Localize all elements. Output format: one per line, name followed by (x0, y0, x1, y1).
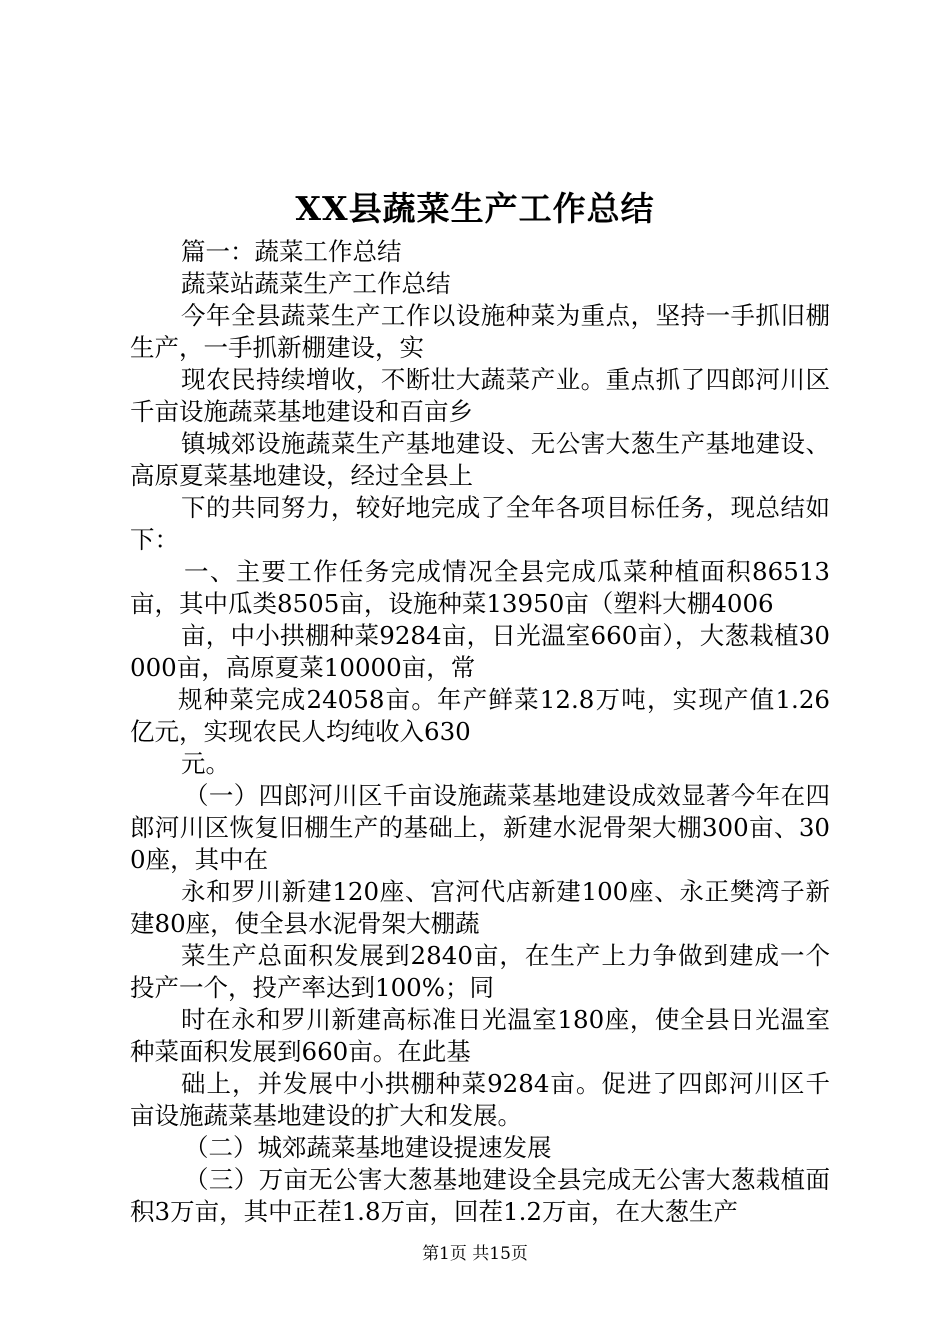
paragraph: （一）四郎河川区千亩设施蔬菜基地建设成效显著今年在四郎河川区恢复旧棚生产的基础上，新建水泥骨架大棚300亩、300座，其中在 (130, 781, 830, 874)
paragraph: 础上，并发展中小拱棚种菜9284亩。促进了四郎河川区千亩设施蔬菜基地建设的扩大和发展。 (130, 1069, 830, 1130)
page-number-footer: 第1页 共15页 (422, 1244, 528, 1264)
paragraph: 时在永和罗川新建高标准日光温室180座，使全县日光温室种菜面积发展到660亩。在此基 (130, 1005, 830, 1066)
paragraph: 一、主要工作任务完成情况全县完成瓜菜种植面积86513亩，其中瓜类8505亩，设施种菜13950亩（塑料大棚4006 (130, 557, 830, 618)
paragraph: 规种菜完成24058亩。年产鲜菜12.8万吨，实现产值1.26亿元，实现农民人均纯收入630 (130, 685, 830, 746)
paragraph: 镇城郊设施蔬菜生产基地建设、无公害大葱生产基地建设、高原夏菜基地建设，经过全县上 (130, 429, 830, 490)
paragraph: 元。 (181, 749, 230, 778)
paragraph: 蔬菜站蔬菜生产工作总结 (181, 269, 451, 298)
paragraph: 篇一：蔬菜工作总结 (181, 237, 402, 266)
paragraph: （三）万亩无公害大葱基地建设全县完成无公害大葱栽植面积3万亩，其中正茬1.8万亩，回茬1.2万亩，在大葱生产 (130, 1165, 830, 1226)
paragraph: 下的共同努力，较好地完成了全年各项目标任务，现总结如下： (130, 493, 830, 554)
paragraph: 亩，中小拱棚种菜9284亩，日光温室660亩），大葱栽植30000亩，高原夏菜10000亩，常 (130, 621, 830, 682)
document-body (130, 236, 830, 1228)
paragraph: 菜生产总面积发展到2840亩，在生产上力争做到建成一个投产一个，投产率达到100%；同 (130, 941, 830, 1002)
paragraph: （二）城郊蔬菜基地建设提速发展 (184, 1133, 552, 1162)
paragraph: 现农民持续增收，不断壮大蔬菜产业。重点抓了四郎河川区千亩设施蔬菜基地建设和百亩乡 (130, 365, 830, 426)
document-title: XX县蔬菜生产工作总结 (295, 189, 655, 228)
paragraph: 永和罗川新建120座、宫河代店新建100座、永正樊湾子新建80座，使全县水泥骨架大棚蔬 (130, 877, 830, 938)
paragraph: 今年全县蔬菜生产工作以设施种菜为重点，坚持一手抓旧棚生产，一手抓新棚建设，实 (130, 301, 830, 362)
